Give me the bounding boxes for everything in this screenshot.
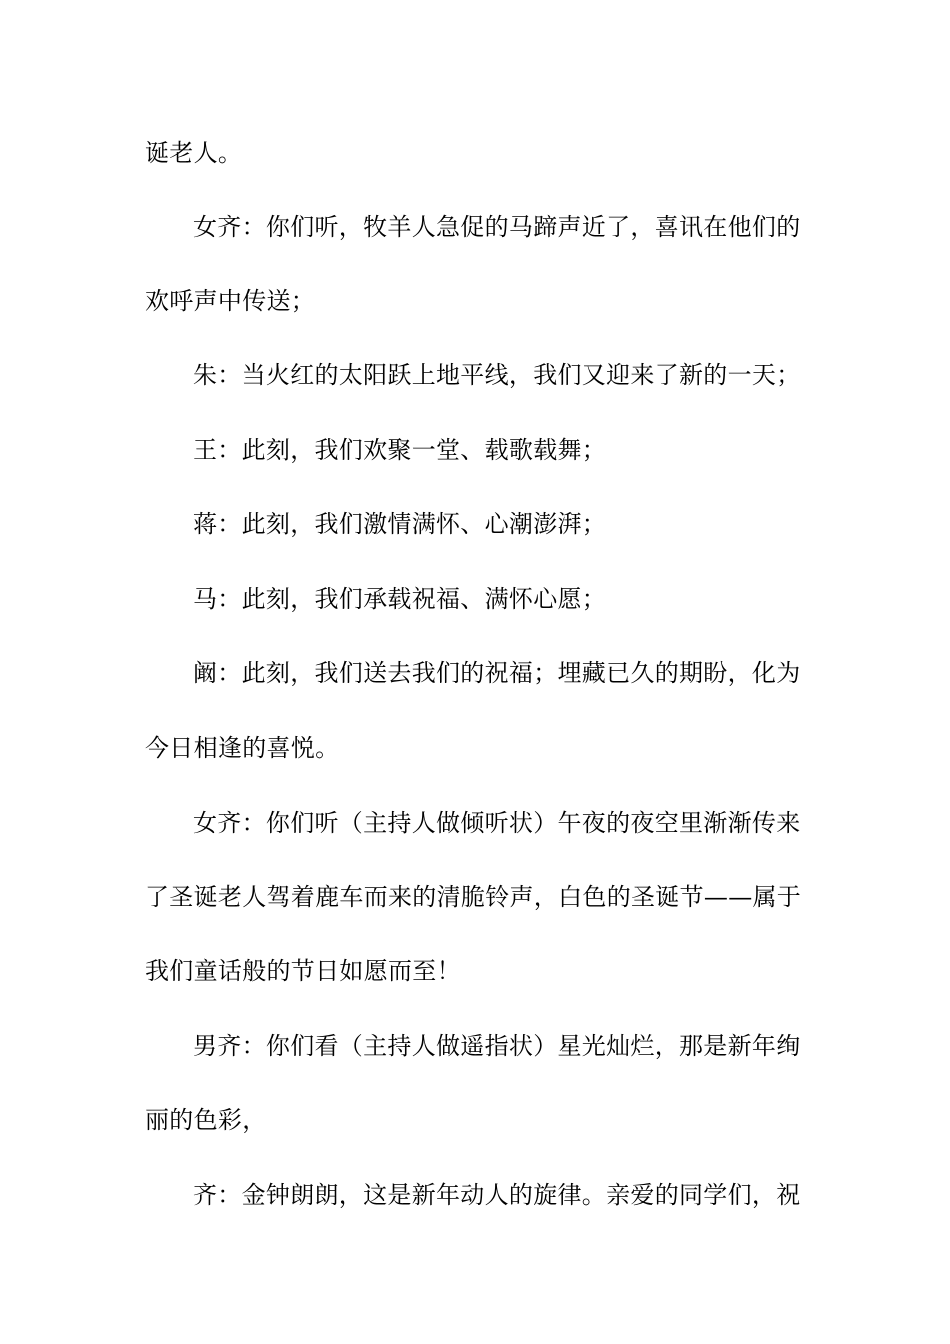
text-line: 诞老人。 xyxy=(145,139,243,167)
text-line: 阚：此刻，我们送去我们的祝福；埋藏已久的期盼，化为 xyxy=(193,659,801,687)
text-line: 今日相逢的喜悦。 xyxy=(145,734,340,762)
text-line: 男齐：你们看（主持人做遥指状）星光灿烂，那是新年绚 xyxy=(193,1032,801,1060)
text-line: 齐：金钟朗朗，这是新年动人的旋律。亲爱的同学们，祝 xyxy=(193,1181,801,1209)
text-line: 王：此刻，我们欢聚一堂、载歌载舞； xyxy=(193,436,607,464)
text-line: 朱：当火红的太阳跃上地平线，我们又迎来了新的一天； xyxy=(193,361,801,389)
text-line: 马：此刻，我们承载祝福、满怀心愿； xyxy=(193,585,607,613)
text-line: 欢呼声中传送； xyxy=(145,287,316,315)
text-line: 我们童话般的节日如愿而至！ xyxy=(145,957,461,985)
text-line: 女齐：你们听（主持人做倾听状）午夜的夜空里渐渐传来 xyxy=(193,809,801,837)
text-line: 蒋：此刻，我们激情满怀、心潮澎湃； xyxy=(193,510,607,538)
text-line: 女齐：你们听，牧羊人急促的马蹄声近了，喜讯在他们的 xyxy=(193,213,801,241)
text-line: 了圣诞老人驾着鹿车而来的清脆铃声，白色的圣诞节——属于 xyxy=(145,883,802,911)
text-line: 丽的色彩， xyxy=(145,1106,267,1134)
